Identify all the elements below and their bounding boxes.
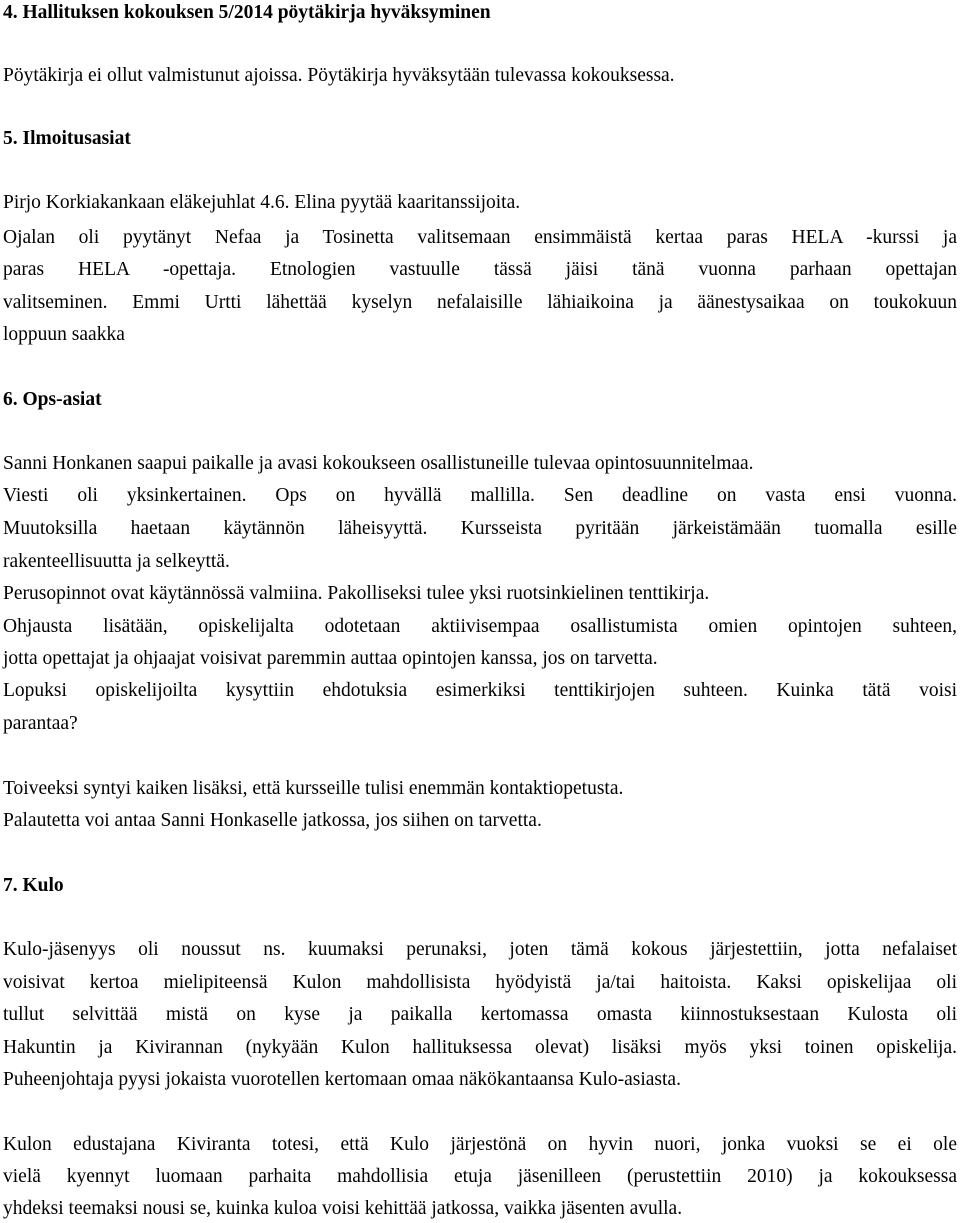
section-6-line: Viesti oli yksinkertainen. Ops on hyvällä mallilla. Sen deadline on vasta ensi vuonna.	[3, 485, 957, 506]
section-7-line: vielä kyennyt luomaan parhaita mahdollisia etuja jäsenilleen (perustettiin 2010) ja kokouksessa	[3, 1166, 957, 1187]
section-6-line: jotta opettajat ja ohjaajat voisivat paremmin auttaa opintojen kanssa, jos on tarvetta.	[3, 648, 658, 669]
section-6-line: Toiveeksi syntyi kaiken lisäksi, että kursseille tulisi enemmän kontaktiopetusta.	[3, 778, 624, 799]
section-5-line: valitseminen. Emmi Urtti lähettää kyselyn nefalaisille lähiaikoina ja äänestysaikaa on toukokuun	[3, 292, 957, 313]
section-5-line: Pirjo Korkiakankaan eläkejuhlat 4.6. Elina pyytää kaaritanssijoita.	[3, 192, 521, 213]
section-4-heading: 4. Hallituksen kokouksen 5/2014 pöytäkirja hyväksyminen	[3, 2, 491, 23]
section-6-line: Palautetta voi antaa Sanni Honkaselle jatkossa, jos siihen on tarvetta.	[3, 810, 542, 831]
section-7-heading: 7. Kulo	[3, 875, 64, 896]
section-7-line: Kulon edustajana Kiviranta totesi, että Kulo järjestönä on hyvin nuori, jonka vuoksi se ei ole	[3, 1134, 957, 1155]
section-6-line: parantaa?	[3, 713, 78, 734]
section-6-line: rakenteellisuutta ja selkeyttä.	[3, 551, 230, 572]
section-7-line: Hakuntin ja Kivirannan (nykyään Kulon hallituksessa olevat) lisäksi myös yksi toinen opiskelija.	[3, 1037, 957, 1058]
section-6-line: Ohjausta lisätään, opiskelijalta odotetaan aktiivisempaa osallistumista omien opintojen suhteen,	[3, 616, 957, 637]
section-7-line: Puheenjohtaja pyysi jokaista vuorotellen kertomaan omaa näkökantaansa Kulo-asiasta.	[3, 1069, 681, 1090]
section-6-line: Perusopinnot ovat käytännössä valmiina. Pakolliseksi tulee yksi ruotsinkielinen tenttikirja.	[3, 583, 710, 604]
section-6-line: Lopuksi opiskelijoilta kysyttiin ehdotuksia esimerkiksi tenttikirjojen suhteen. Kuinka tätä voisi	[3, 680, 957, 701]
section-5-line: loppuun saakka	[3, 324, 125, 345]
section-5-heading: 5. Ilmoitusasiat	[3, 128, 131, 149]
section-6-line: Muutoksilla haetaan käytännön läheisyyttä. Kursseista pyritään järkeistämään tuomalla esille	[3, 518, 957, 539]
section-7-line: Kulo-jäsenyys oli noussut ns. kuumaksi perunaksi, joten tämä kokous järjestettiin, jotta nefalaiset	[3, 939, 957, 960]
section-7-line: yhdeksi teemaksi nousi se, kuinka kuloa voisi kehittää jatkossa, vaikka jäsenten avulla.	[3, 1198, 683, 1219]
section-4-line: Pöytäkirja ei ollut valmistunut ajoissa. Pöytäkirja hyväksytään tulevassa kokouksessa.	[3, 65, 675, 86]
section-5-line: paras HELA -opettaja. Etnologien vastuulle tässä jäisi tänä vuonna parhaan opettajan	[3, 259, 957, 280]
section-6-line: Sanni Honkanen saapui paikalle ja avasi kokoukseen osallistuneille tulevaa opintosuunnitelmaa.	[3, 453, 754, 474]
section-6-heading: 6. Ops-asiat	[3, 389, 102, 410]
section-7-line: tullut selvittää mistä on kyse ja paikalla kertomassa omasta kiinnostuksestaan Kulosta oli	[3, 1004, 957, 1025]
section-5-line: Ojalan oli pyytänyt Nefaa ja Tosinetta valitsemaan ensimmäistä kertaa paras HELA -kurssi ja	[3, 227, 957, 248]
section-7-line: voisivat kertoa mielipiteensä Kulon mahdollisista hyödyistä ja/tai haitoista. Kaksi opiskelijaa oli	[3, 972, 957, 993]
